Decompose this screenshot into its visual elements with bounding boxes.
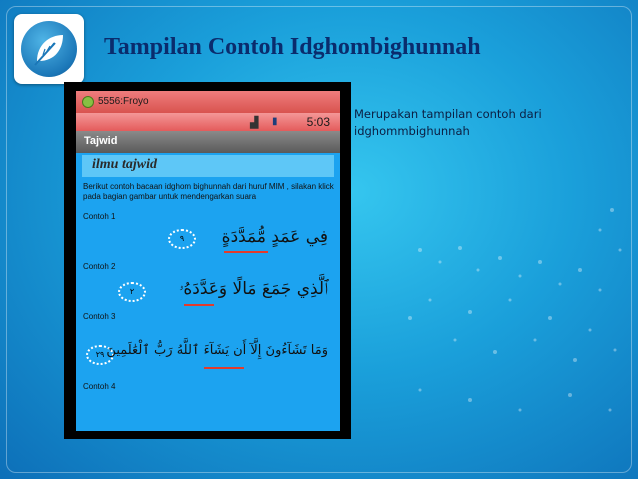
slide-description: Merupakan tampilan contoh dari idghommbighunnah [354, 107, 542, 138]
emulator-titlebar [76, 91, 340, 113]
ayah-number-badge: ٢ [118, 282, 146, 302]
highlight-underline [224, 251, 268, 253]
example-label: Contoh 2 [83, 262, 116, 271]
app-title: Tajwid [84, 135, 118, 147]
leaf-icon [21, 21, 77, 77]
banner-text: ilmu tajwid [92, 157, 157, 172]
intro-text: Berikut contoh bacaan idghom bighunnah dari huruf MIM , silakan klick pada bagian gambar untuk mendengarkan suara [83, 182, 334, 201]
android-icon [82, 96, 94, 108]
battery-icon: ▮ [272, 116, 278, 127]
emulator-device-name: 5556:Froyo [98, 96, 149, 107]
logo-badge [14, 14, 84, 84]
arabic-verse-image[interactable]: ٱلَّذِي جَمَعَ مَالًا وَعَدَّدَهُۥ [179, 279, 328, 299]
example-label: Contoh 1 [83, 212, 116, 221]
ayah-number-badge: ٢٩ [86, 345, 114, 365]
status-time: 5:03 [306, 115, 330, 129]
phone-screenshot [76, 91, 340, 431]
arabic-verse-image[interactable]: وَمَا تَشَآءُونَ إِلَّآ أَن يَشَآءَ ٱللَّهُ رَبُّ ٱلْعَٰلَمِينَ [106, 343, 328, 358]
arabic-verse-image[interactable]: فِي عَمَدٍ مُّمَدَّدَةٍ [221, 227, 328, 247]
status-bar [76, 113, 340, 131]
slide-title: Tampilan Contoh Idghombighunnah [104, 34, 481, 60]
app-title-bar [76, 131, 340, 153]
app-banner [82, 155, 334, 177]
highlight-underline [204, 367, 244, 369]
highlight-underline [184, 304, 214, 306]
ayah-number-badge: ٩ [168, 229, 196, 249]
example-label: Contoh 3 [83, 312, 116, 321]
logo-circle [21, 21, 77, 77]
signal-icon: ▟ [250, 117, 259, 129]
example-label: Contoh 4 [83, 382, 116, 391]
